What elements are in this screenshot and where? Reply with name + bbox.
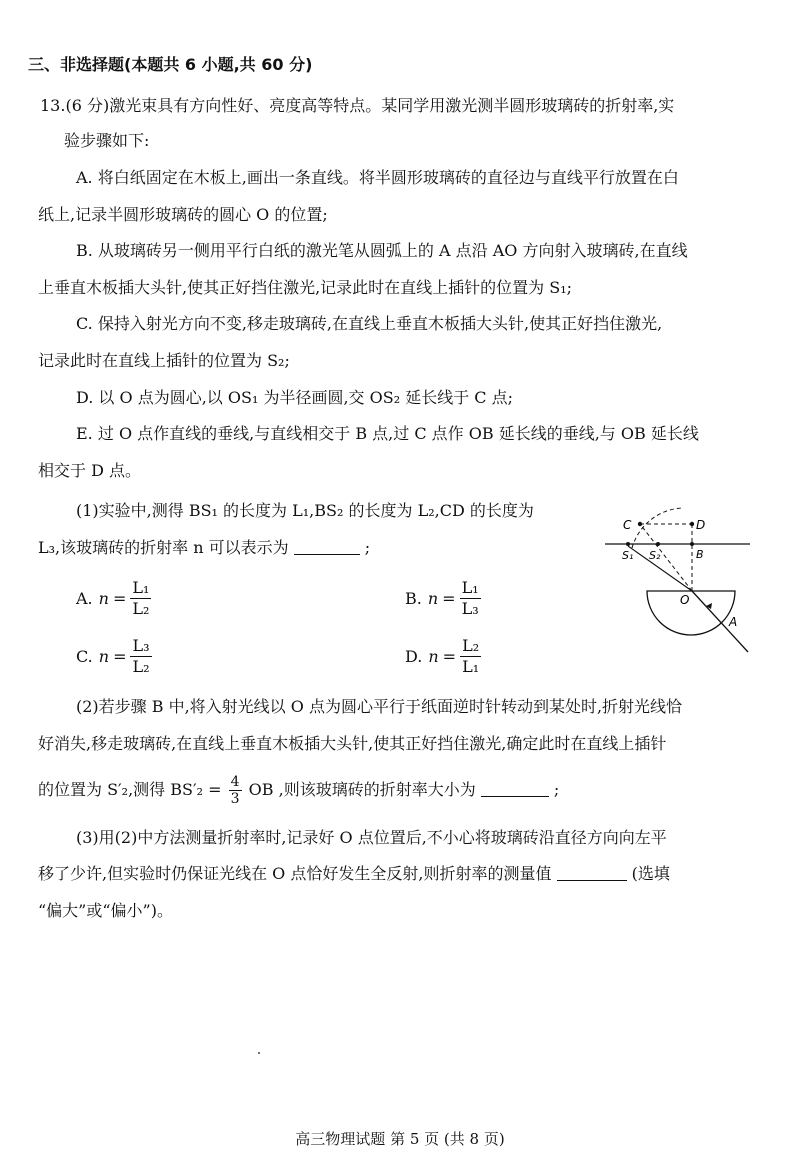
- option-label: A.: [76, 588, 93, 608]
- label-s2: S₂: [649, 549, 661, 562]
- label-o: O: [680, 593, 690, 607]
- fraction-denominator: L₃: [461, 599, 479, 618]
- fraction-numerator: L₁: [461, 578, 479, 597]
- option-eq: =: [442, 588, 456, 608]
- q13-intro-line2: 验步骤如下:: [64, 131, 150, 150]
- answer-blank-3[interactable]: [557, 864, 627, 881]
- dashed-arc: [632, 508, 682, 548]
- point-s2: [656, 542, 660, 546]
- part1-question-text: L₃,该玻璃砖的折射率 n 可以表示为: [38, 538, 289, 557]
- step-b-line2: 上垂直木板插大头针,使其正好挡住激光,记录此时在直线上插针的位置为 S₁;: [38, 278, 573, 297]
- label-c: C: [623, 518, 632, 532]
- fraction-denominator: L₂: [132, 599, 150, 618]
- answer-blank-1[interactable]: [294, 538, 360, 555]
- part1-semicolon: ;: [364, 538, 371, 557]
- option-b: [405, 578, 481, 619]
- step-e-line2: 相交于 D 点。: [38, 461, 142, 480]
- fraction-numerator: L₃: [132, 636, 150, 655]
- label-a: A: [729, 615, 738, 629]
- fraction-numerator: L₂: [462, 636, 480, 655]
- part3-line1: (3)用(2)中方法测量折射率时,记录好 O 点位置后,不小心将玻璃砖沿直径方向向左平: [76, 828, 667, 847]
- option-label: B.: [405, 588, 422, 608]
- option-c: [76, 636, 152, 677]
- label-d: D: [696, 518, 706, 532]
- label-s1: S₁: [622, 549, 634, 562]
- option-label: C.: [76, 646, 93, 666]
- fraction-denominator: L₂: [132, 657, 150, 676]
- option-eq: =: [112, 588, 127, 608]
- step-b-line1: B. 从玻璃砖另一侧用平行白纸的激光笔从圆弧上的 A 点沿 AO 方向射入玻璃砖,在直线: [76, 241, 688, 260]
- page-footer: 高三物理试题 第 5 页 (共 8 页): [295, 1130, 505, 1148]
- semicircle-glass: [647, 591, 738, 635]
- section-title: 三、非选择题(本题共 6 小题,共 60 分): [28, 55, 313, 74]
- option-var: n: [427, 589, 439, 608]
- option-a: [76, 578, 151, 619]
- step-a-line1: A. 将白纸固定在木板上,画出一条直线。将半圆形玻璃砖的直径边与直线平行放置在白: [76, 168, 679, 187]
- option-fraction: [460, 578, 481, 619]
- part1-line1: (1)实验中,测得 BS₁ 的长度为 L₁,BS₂ 的长度为 L₂,CD 的长度为: [76, 501, 534, 520]
- answer-blank-2[interactable]: [481, 780, 549, 797]
- part3-line2: [38, 863, 670, 885]
- extended-ray: [640, 524, 692, 591]
- part2-line3: [38, 770, 559, 810]
- part2-text-b: OB ,则该玻璃砖的折射率大小为: [248, 780, 476, 799]
- fraction-denominator: 3: [230, 791, 240, 807]
- part2-line2: 好消失,移走玻璃砖,在直线上垂直木板插大头针,使其正好挡住激光,确定此时在直线上插针: [38, 734, 667, 753]
- part3-text-b: (选填: [631, 864, 670, 883]
- point-b: [690, 542, 694, 546]
- option-fraction: [460, 636, 481, 677]
- option-d: [405, 636, 481, 677]
- fraction-numerator: 4: [230, 774, 240, 790]
- optics-diagram: [600, 498, 760, 663]
- step-d: D. 以 O 点为圆心,以 OS₁ 为半径画圆,交 OS₂ 延长线于 C 点;: [76, 388, 514, 407]
- option-var: n: [428, 647, 439, 666]
- option-fraction: [130, 636, 151, 677]
- q13-intro-line1: 13.(6 分)激光束具有方向性好、亮度高等特点。某同学用激光测半圆形玻璃砖的折射率,实: [40, 96, 675, 115]
- part2-semicolon: ;: [553, 780, 560, 799]
- point-s1: [626, 542, 630, 546]
- option-var: n: [98, 589, 109, 608]
- option-label: D.: [405, 646, 423, 666]
- point-d: [690, 522, 694, 526]
- option-fraction: [130, 578, 151, 619]
- step-c-line1: C. 保持入射光方向不变,移走玻璃砖,在直线上垂直木板插大头针,使其正好挡住激光,: [76, 314, 663, 333]
- option-eq: =: [113, 646, 127, 666]
- part3-line3: “偏大”或“偏小”)。: [38, 901, 173, 920]
- option-eq: =: [442, 646, 457, 666]
- part2-line1: (2)若步骤 B 中,将入射光线以 O 点为圆心平行于纸面逆时针转动到某处时,折射光线恰: [76, 697, 683, 716]
- part2-text-a: 的位置为 S′₂,测得 BS′₂ =: [38, 780, 222, 799]
- label-b: B: [696, 548, 704, 561]
- step-e-line1: E. 过 O 点作直线的垂线,与直线相交于 B 点,过 C 点作 OB 延长线的垂线,与 OB 延长线: [76, 424, 699, 443]
- fraction-denominator: L₁: [462, 657, 480, 676]
- step-a-line2: 纸上,记录半圆形玻璃砖的圆心 O 的位置;: [38, 205, 328, 224]
- part2-fraction: [229, 774, 242, 807]
- step-c-line2: 记录此时在直线上插针的位置为 S₂;: [38, 351, 290, 370]
- fraction-numerator: L₁: [132, 578, 150, 597]
- point-c: [638, 522, 642, 526]
- option-var: n: [98, 647, 110, 666]
- stray-dot: [258, 1052, 260, 1054]
- incident-ray-line: [692, 591, 748, 652]
- part1-line2: [38, 537, 370, 559]
- part3-text-a: 移了少许,但实验时仍保证光线在 O 点恰好发生全反射,则折射率的测量值: [38, 864, 552, 883]
